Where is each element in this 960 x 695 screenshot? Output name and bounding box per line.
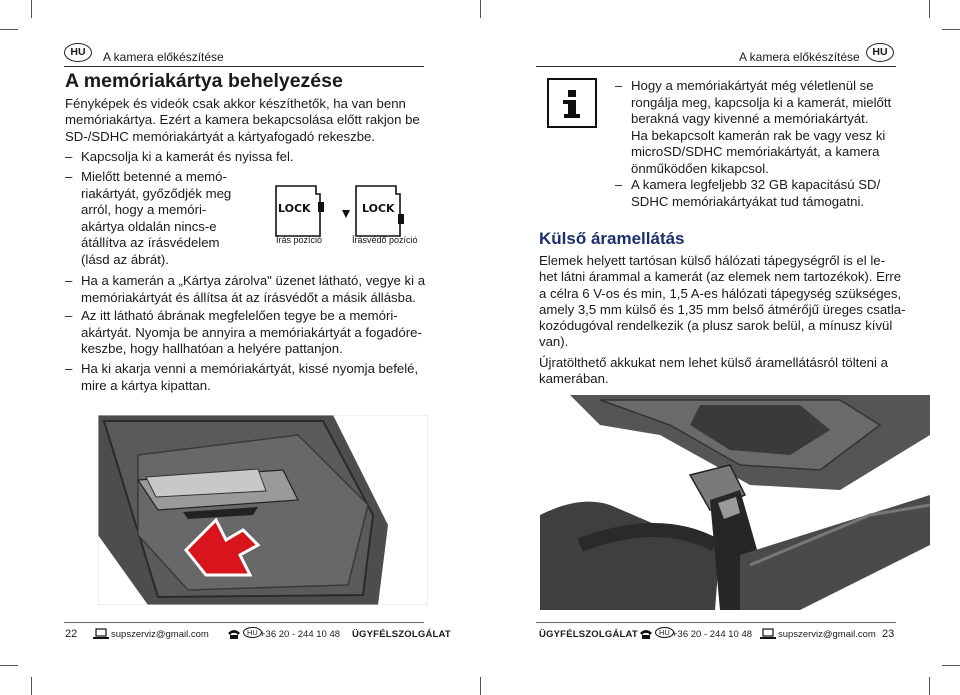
text-line: akártyát. Nyomja be annyira a memóriakártyát a fogadóre- xyxy=(81,324,422,340)
crop-mark xyxy=(929,677,930,695)
power-cable-photo xyxy=(540,395,930,610)
list-item: – Hogy a memóriakártyát még véletlenül se rongálja meg, kapcsolja ki a kamerát, mielőtt berakná vagy kivenné a memóriakártyát. Ha bekapcsolt kamerán rak be vagy vesz ki microSD/SDHC memóriakártyát, a kamera önműködően kikapcsol. xyxy=(615,78,892,176)
laptop-icon xyxy=(760,628,776,640)
text-line: SD-/SDHC memóriakártyát a kártyafogadó rekeszbe. xyxy=(65,128,376,144)
phone-language-badge: HU xyxy=(243,627,262,638)
text-line: microSD/SDHC memóriakártyát, a kamera xyxy=(631,144,880,159)
crop-mark xyxy=(942,665,960,666)
text-line: riakártyát, győződjék meg xyxy=(81,185,232,201)
section-heading: Külső áramellátás xyxy=(539,229,685,248)
laptop-icon xyxy=(93,628,109,640)
page-number: 23 xyxy=(882,628,895,640)
page-header-title: A kamera előkészítése xyxy=(103,50,224,64)
crop-mark xyxy=(942,29,960,30)
language-badge: HU xyxy=(866,43,894,62)
text-line: kozódugóval rendelkezik (a plusz sarok belül, a mínusz kívül xyxy=(539,318,893,334)
crop-mark xyxy=(31,677,32,695)
down-arrow-icon xyxy=(342,210,350,218)
lock-label: LOCK xyxy=(362,202,395,215)
crop-mark xyxy=(31,0,32,18)
phone-icon xyxy=(226,628,242,640)
text-line: berakná vagy kivenné a memóriakártyát. xyxy=(631,111,869,126)
text-line: Kapcsolja ki a kamerát és nyissa fel. xyxy=(81,149,294,164)
sd-card-protected-position xyxy=(342,186,418,245)
info-icon xyxy=(547,78,597,128)
lock-switch xyxy=(398,214,404,224)
text-line: Az itt látható ábrának megfelelően tegye be a memóri- xyxy=(81,308,398,323)
sd-card-write-position xyxy=(276,186,324,245)
page-number: 22 xyxy=(65,628,78,640)
phone-language-badge: HU xyxy=(655,627,674,638)
text-line: SDHC memóriakártyákat tud támogatni. xyxy=(631,193,865,209)
list-item: – A kamera legfeljebb 32 GB kapacitású SD/ SDHC memóriakártyákat tud támogatni. xyxy=(615,177,881,209)
text-line: Fényképek és videók csak akkor készíthetők, ha van benn xyxy=(65,96,406,111)
customer-service-label: ÜGYFÉLSZOLGÁLAT xyxy=(352,629,451,640)
crop-mark xyxy=(929,0,930,18)
text-line: átállítva az írásvédelem xyxy=(81,235,220,250)
page-title: A memóriakártya behelyezése xyxy=(65,70,343,92)
power-paragraph xyxy=(539,253,905,351)
page-header-title: A kamera előkészítése xyxy=(739,50,860,64)
text-line: memóriakártyát és állítsa át az írásvédőt a másik állásba. xyxy=(81,289,416,305)
text-line: Újratölthető akkukat nem lehet külső áramellátásról tölteni a xyxy=(539,355,888,370)
text-line: önműködően kikapcsol. xyxy=(631,160,769,176)
text-line: A kamera legfeljebb 32 GB kapacitású SD/ xyxy=(631,177,881,192)
text-line: rongálja meg, kapcsolja ki a kamerát, mielőtt xyxy=(631,94,892,110)
text-line: Hogy a memóriakártyát még véletlenül se xyxy=(631,78,874,93)
footer-rule xyxy=(536,622,896,623)
text-line: arról, hogy a memóri- xyxy=(81,202,207,217)
support-phone: +36 20 - 244 10 48 xyxy=(672,629,753,640)
support-email[interactable]: supszerviz@gmail.com xyxy=(778,629,876,640)
lock-switch xyxy=(318,202,324,212)
lock-label: LOCK xyxy=(278,202,311,215)
support-email[interactable]: supszerviz@gmail.com xyxy=(111,629,209,640)
list-item: – Kapcsolja ki a kamerát és nyissa fel. xyxy=(65,149,294,164)
crop-mark xyxy=(0,665,18,666)
text-line: a célra 6 V-os és min, 1,5 A-es hálózati tápegység szükséges, xyxy=(539,285,902,301)
list-item: – Ha ki akarja venni a memóriakártyát, kissé nyomja befelé, mire a kártya kipattan. xyxy=(65,361,419,393)
card-slot-photo xyxy=(98,415,428,605)
text-line: (lásd az ábrát). xyxy=(81,251,169,267)
crop-mark xyxy=(0,29,18,30)
card-caption: Írásvédő pozíció xyxy=(352,235,418,245)
text-line: Mielőtt betenné a memó- xyxy=(81,169,227,184)
text-line: Ha a kamerán a „Kártya zárolva" üzenet látható, vegye ki a xyxy=(81,273,426,288)
text-line: Ha bekapcsolt kamerán rak be vagy vesz ki xyxy=(631,127,886,143)
support-phone: +36 20 - 244 10 48 xyxy=(260,629,341,640)
text-line: amely 3,5 mm külső és 1,35 mm belső átmérőjű üreges csatla- xyxy=(539,301,906,317)
text-line: mire a kártya kipattan. xyxy=(81,377,211,393)
text-line: van). xyxy=(539,334,569,350)
crop-mark xyxy=(480,0,481,18)
card-caption: Írás pozíció xyxy=(276,235,323,245)
text-line: memóriakártya. Ezért a kamera bekapcsolása előtt rakjon be xyxy=(65,112,420,128)
footer-rule xyxy=(64,622,424,623)
phone-icon xyxy=(638,628,654,640)
text-line: keszbe, hogy hallhatóan a helyére pattanjon. xyxy=(81,341,343,356)
crop-mark xyxy=(480,677,481,695)
text-line: Elemek helyett tartósan külső hálózati tápegységről is el le- xyxy=(539,253,885,268)
list-item: – Mielőtt betenné a memó- riakártyát, győződjék meg arról, hogy a memóri- akártya oldalán nincs-e átállítva az írásvédelem (lásd az ábrát). xyxy=(65,169,232,267)
intro-paragraph xyxy=(65,96,420,145)
header-rule xyxy=(64,66,424,67)
language-badge: HU xyxy=(64,43,92,62)
battery-note xyxy=(539,355,888,388)
list-item: – Ha a kamerán a „Kártya zárolva" üzenet látható, vegye ki a memóriakártyát és állítsa át az írásvédőt a másik állásba. xyxy=(65,273,426,305)
customer-service-label: ÜGYFÉLSZOLGÁLAT xyxy=(539,629,638,640)
text-line: kamerában. xyxy=(539,371,609,387)
list-item: – Az itt látható ábrának megfelelően tegye be a memóri- akártyát. Nyomja be annyira a memóriakártyát a fogadóre- keszbe, hogy hallhatóan a helyére pattanjon. xyxy=(65,308,422,356)
header-rule xyxy=(536,66,896,67)
text-line: het látni árammal a kamerát (az elemek nem tartozékok). Erre xyxy=(539,269,902,285)
text-line: Ha ki akarja venni a memóriakártyát, kissé nyomja befelé, xyxy=(81,361,419,376)
sd-card-lock-figure xyxy=(268,180,428,250)
text-line: akártya oldalán nincs-e xyxy=(81,218,217,234)
